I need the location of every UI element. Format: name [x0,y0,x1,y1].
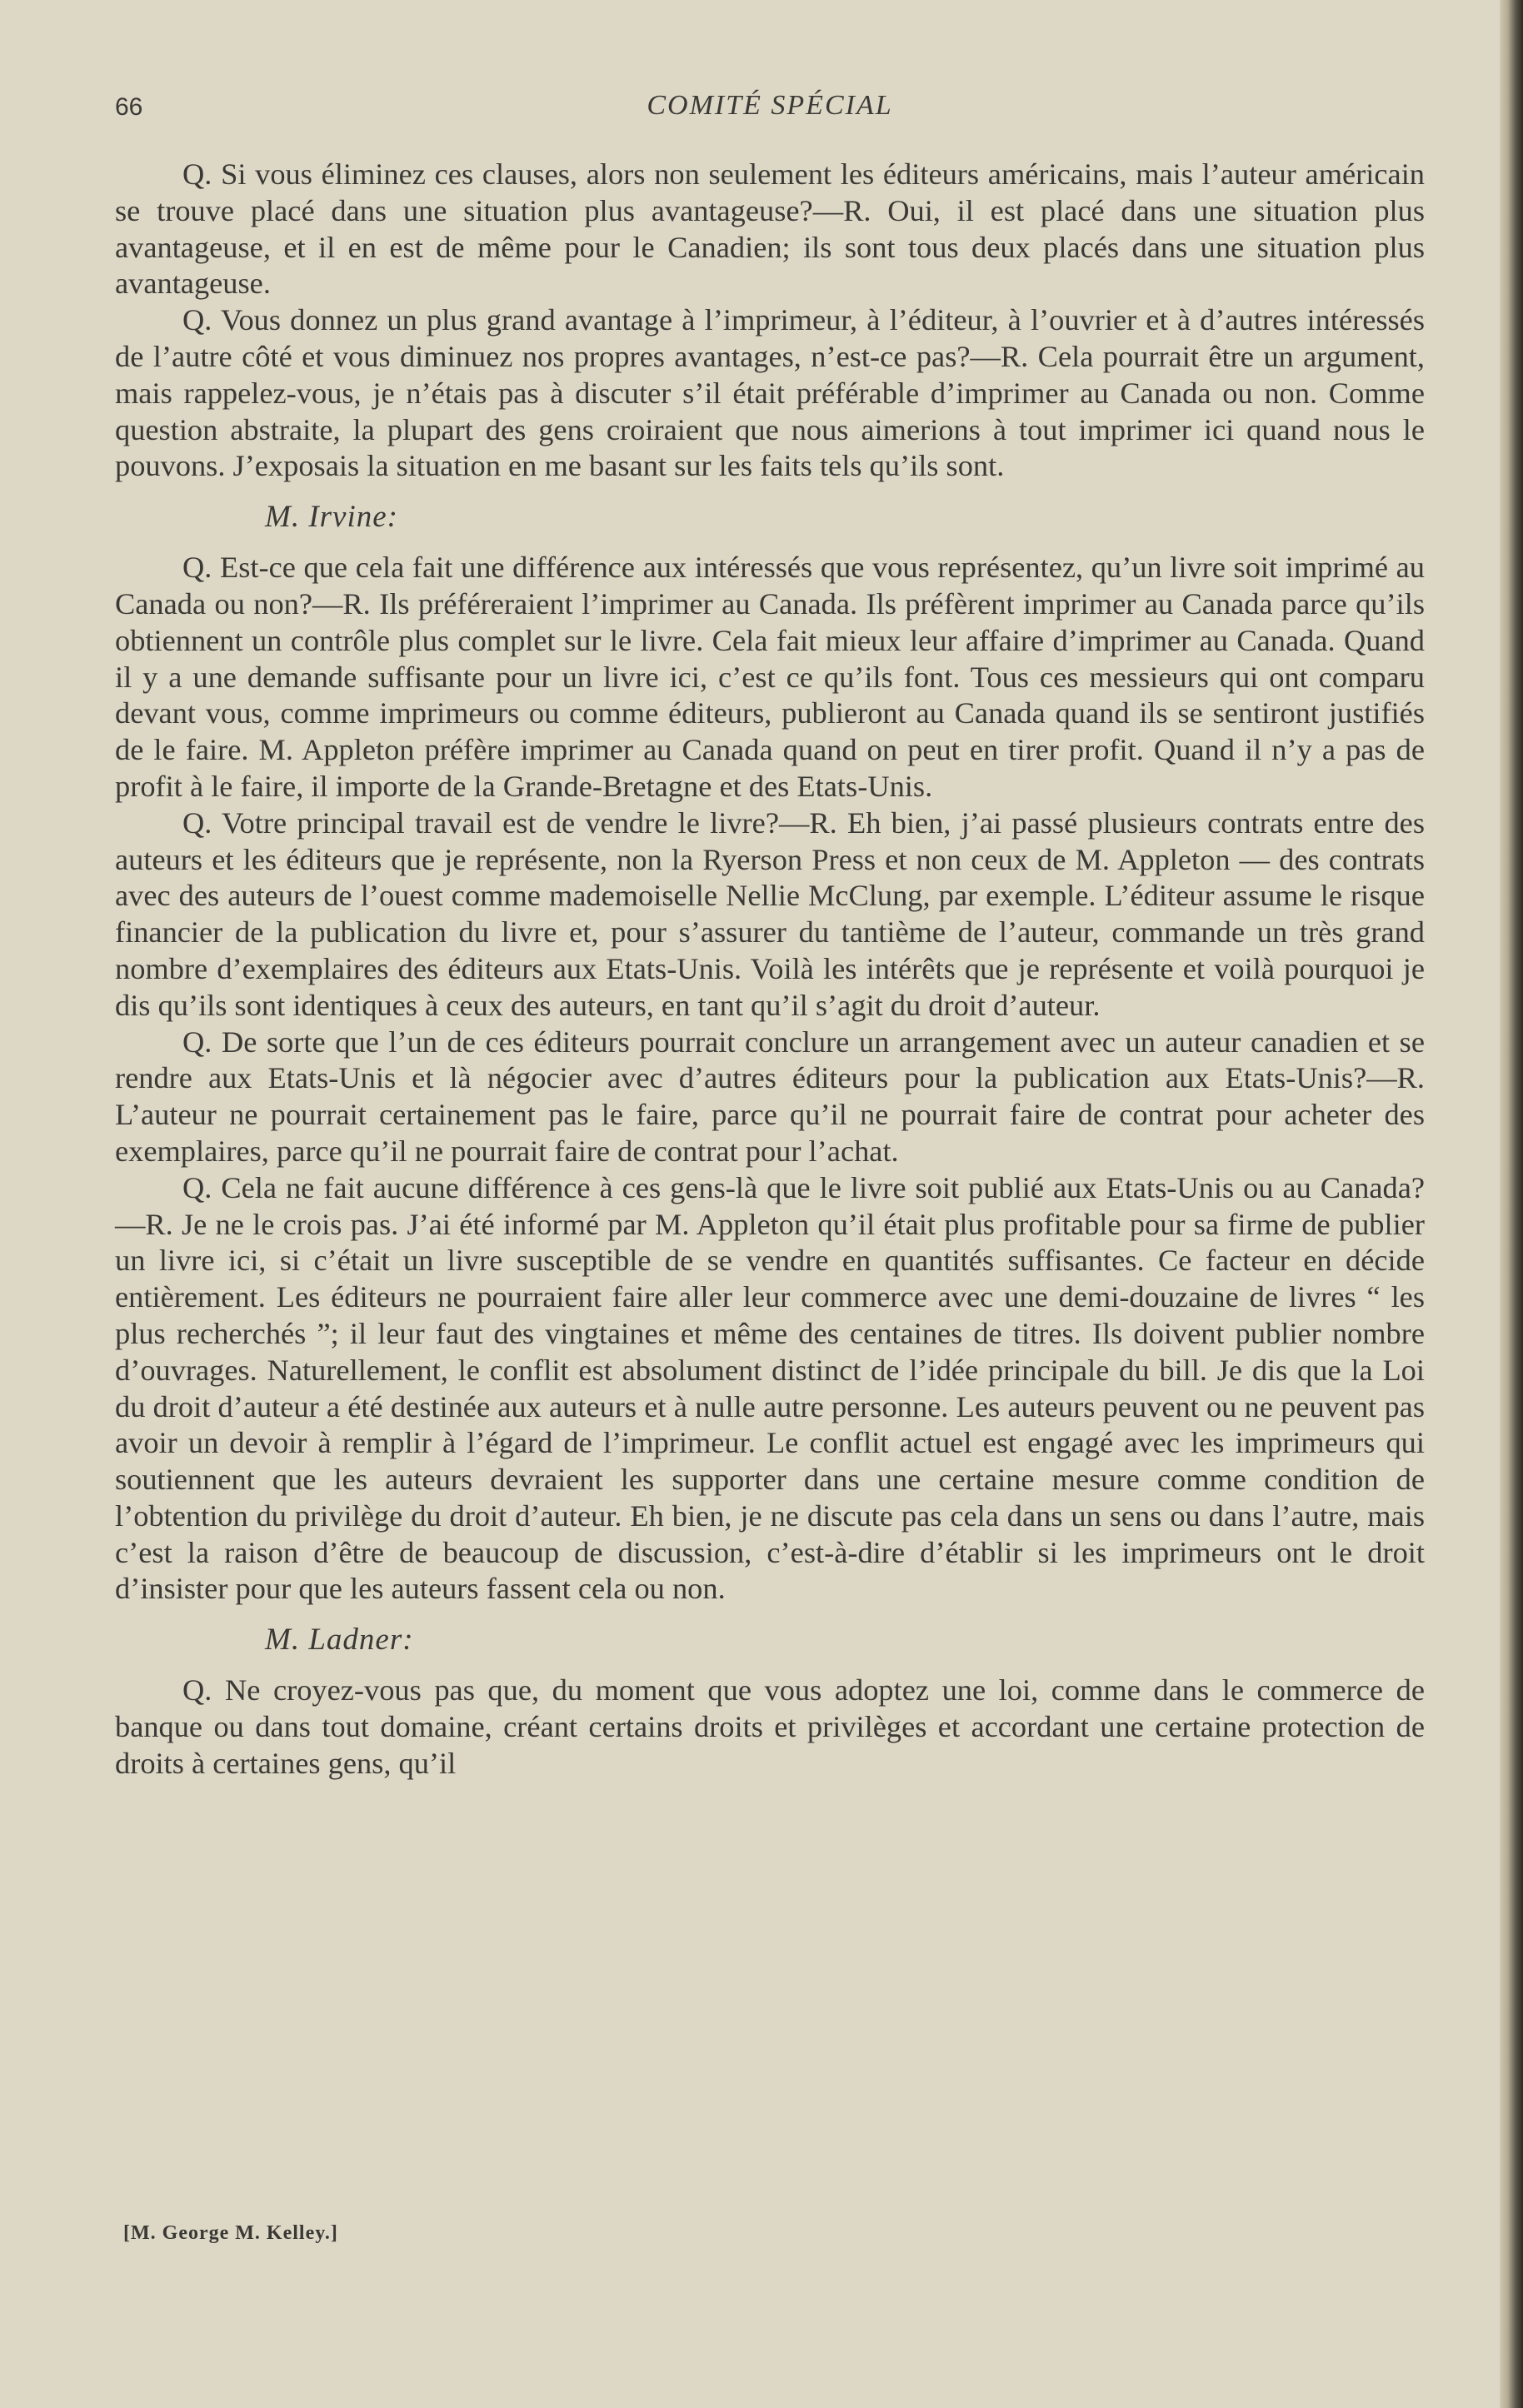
paragraph-7: Q. Ne croyez-vous pas que, du moment que vous adoptez une loi, comme dans le commerce de banque ou dans tout domaine, créant certains droits et privilèges et accordant une certaine protection de droits à certaines gens, qu’il [115,1673,1425,1780]
paragraph-6: Q. Cela ne fait aucune différence à ces gens-là que le livre soit publié aux Etats-Unis ou au Canada?—R. Je ne le crois pas. J’ai été informé par M. Appleton qu’il était plus profitable pour sa firme de publier un livre ici, si c’était un livre susceptible de se vendre en quantités suffisantes. Ce facteur en décide entièrement. Les éditeurs ne pourraient faire aller leur commerce avec une demi-douzaine de livres “ les plus recherchés ”; il leur faut des vingtaines et même des centaines de titres. Ils doivent publier nombre d’ouvrages. Naturellement, le conflit est absolument distinct de l’idée principale du bill. Je dis que la Loi du droit d’auteur a été destinée aux auteurs et à nulle autre personne. Les auteurs peuvent ou ne peuvent pas avoir un devoir à remplir à l’égard de l’imprimeur. Le conflit actuel est engagé avec les imprimeurs qui soutiennent que les auteurs devraient les supporter dans une certaine mesure comme condition de l’obtention du privilège du droit d’auteur. Eh bien, je ne discute pas cela dans un sens ou dans l’autre, mais c’est la raison d’être de beaucoup de discussion, c’est-à-dire d’établir si les imprimeurs ont le droit d’insister pour que les auteurs fassent cela ou non. [115,1170,1425,1606]
paragraph-3: Q. Est-ce que cela fait une différence aux intéressés que vous représentez, qu’un livre soit imprimé au Canada ou non?—R. Ils préféreraient l’imprimer au Canada. Ils préfèrent imprimer au Canada parce qu’ils obtiennent un contrôle plus complet sur le livre. Cela fait mieux leur affaire d’imprimer au Canada. Quand il y a une demande suffisante pour un livre ici, c’est ce qu’ils font. Tous ces messieurs qui ont comparu devant vous, comme imprimeurs ou comme éditeurs, publieront au Canada quand ils se sentiront justifiés de le faire. M. Appleton préfère imprimer au Canada quand on peut en tirer profit. Quand il n’y a pas de profit à le faire, il importe de la Grande-Bretagne et des Etats-Unis. [115,551,1425,803]
paragraph-4: Q. Votre principal travail est de vendre le livre?—R. Eh bien, j’ai passé plusieurs contrats entre des auteurs et les éditeurs que je représente, non la Ryerson Press et non ceux de M. Appleton — des contrats avec des auteurs de l’ouest comme mademoiselle Nellie McClung, par exemple. L’éditeur assume le risque financier de la publication du livre et, pour s’assurer du tantième de l’auteur, commande un très grand nombre d’exemplaires des éditeurs aux Etats-Unis. Voilà les intérêts que je représente et voilà pourquoi je dis qu’ils sont identiques à ceux des auteurs, en tant qu’il s’agit du droit d’auteur. [115,805,1425,1022]
paragraph-1: Q. Si vous éliminez ces clauses, alors non seulement les éditeurs américains, mais l’auteur américain se trouve placé dans une situation plus avantageuse?—R. Oui, il est placé dans une situation plus avantageuse, et il en est de même pour le Canadien; ils sont tous deux placés dans une situation plus avantageuse. [115,157,1425,301]
running-head [115,87,1425,130]
speaker-heading-irvine: M. Irvine: [265,500,398,535]
paragraph-2: Q. Vous donnez un plus grand avantage à l’imprimeur, à l’éditeur, à l’ouvrier et à d’autres intéressés de l’autre côté et vous diminuez nos propres avantages, n’est-ce pas?—R. Cela pourrait être un argument, mais rappelez-vous, je n’étais pas à discuter s’il était préférable d’imprimer au Canada ou non. Comme question abstraite, la plupart des gens croiraient que nous aimerions à tout imprimer ici quand nous le pouvons. J’exposais la situation en me basant sur les faits tels qu’ils sont. [115,303,1425,483]
header-title: COMITÉ SPÉCIAL [647,90,893,121]
page-number: 66 [115,93,143,121]
paragraph-5: Q. De sorte que l’un de ces éditeurs pourrait conclure un arrangement avec un auteur canadien et se rendre aux Etats-Unis et là négocier avec d’autres éditeurs pour la publication aux Etats-Unis?—R. L’auteur ne pourrait certainement pas le faire, parce qu’il ne pourrait faire de contrat pour acheter des exemplaires, parce qu’il ne pourrait faire de contrat pour l’achat. [115,1025,1425,1168]
footer-attribution: [M. George M. Kelley.] [123,2222,338,2244]
body-text [115,157,1425,1782]
speaker-heading-ladner: M. Ladner: [265,1623,414,1658]
page-binding-edge [1500,0,1523,2408]
